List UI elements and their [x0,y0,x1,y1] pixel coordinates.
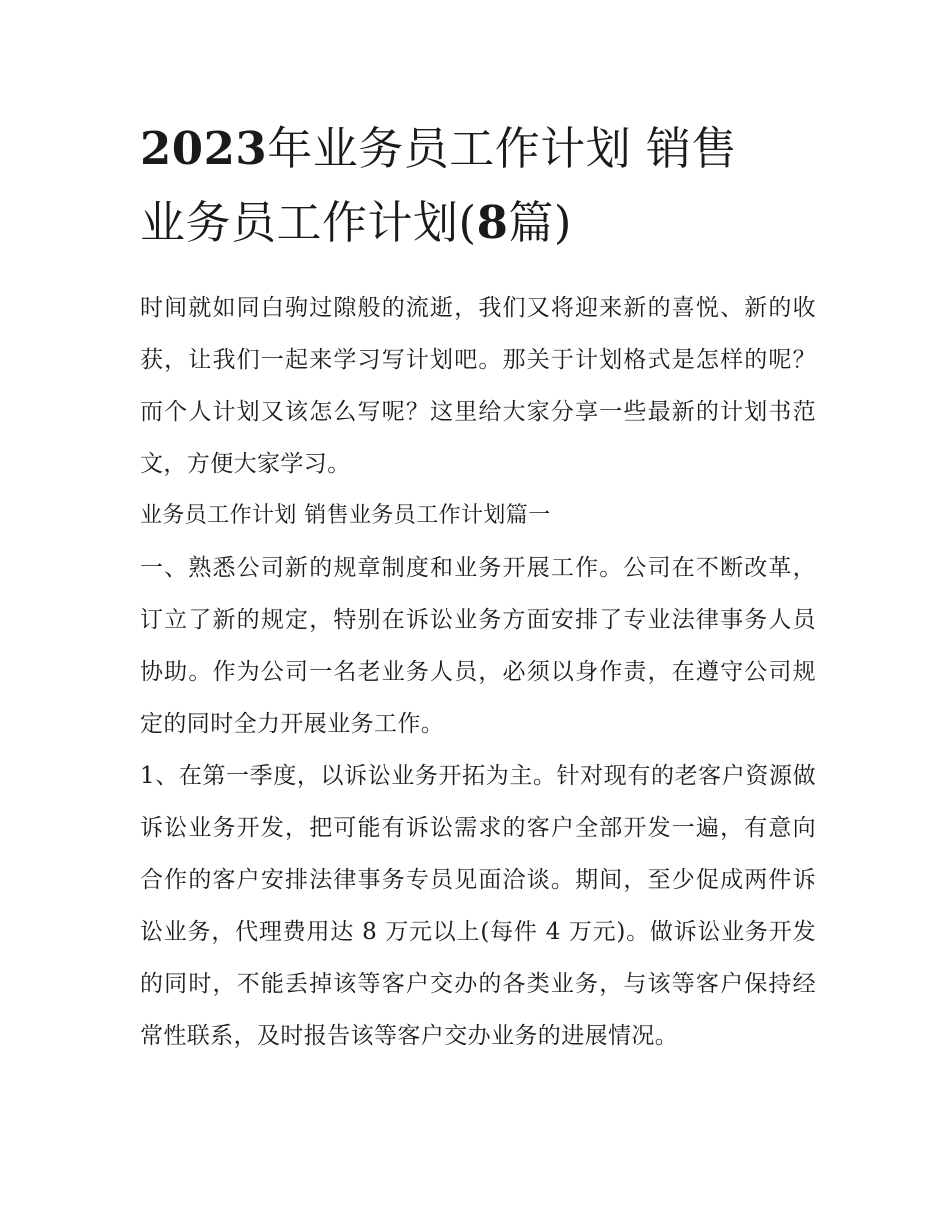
title-year: 2023 [140,122,268,175]
title-line1-text: 年业务员工作计划 销售 [267,122,738,175]
body-paragraph-2: 1、在第一季度，以诉讼业务开拓为主。针对现有的老客户资源做诉讼业务开发，把可能有诉讼需求的客户全部开发一遍，有意向合作的客户安排法律事务专员见面洽谈。期间，至少促成两件诉讼业务，代理费用达 8 万元以上(每件 4 万元)。做诉讼业务开发的同时，不能丢掉该等客户交办的各类业务，与该等客户保持经常性联系，及时报告该等客户交办业务的进展情况。 [140,763,816,1049]
document-page [140,112,816,1062]
body-paragraph-1: 一、熟悉公司新的规章制度和业务开展工作。公司在不断改革，订立了新的规定，特别在诉讼业务方面安排了专业法律事务人员协助。作为公司一名老业务人员，必须以身作责，在遵守公司规定的同时全力开展业务工作。 [140,555,816,737]
document-title [140,112,816,260]
title-line2-end: 篇) [508,196,572,249]
title-line2-text: 业务员工作计划( [140,196,477,249]
intro-paragraph: 时间就如同白驹过隙般的流逝，我们又将迎来新的喜悦、新的收获，让我们一起来学习写计划吧。那关于计划格式是怎样的呢？而个人计划又该怎么写呢？这里给大家分享一些最新的计划书范文，方便大家学习。 [140,295,816,477]
title-count: 8 [476,196,509,249]
section-heading: 业务员工作计划 销售业务员工作计划篇一 [140,503,551,528]
